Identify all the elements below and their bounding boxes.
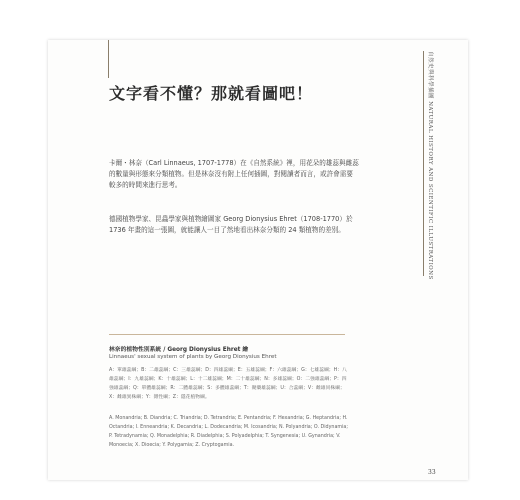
caption-divider — [109, 334, 345, 335]
chapter-side-label: 自然史與科學插圖 NATURAL HISTORY AND SCIENTIFIC ILLUSTRATIONS — [427, 51, 433, 280]
caption-chinese-classes: A：單雄蕊綱；B：二雄蕊綱；C：三雄蕊綱；D：四雄蕊綱；E：五雄蕊綱；F：六雄蕊綱；G：七雄蕊綱；H：八雄蕊綱；I：九雄蕊綱；K：十雄蕊綱；L：十二雄蕊綱；M：二十雄蕊綱；N：多雄蕊綱；O：二強雄蕊綱；P：四強雄蕊綱；Q：單體雄蕊綱；R：二體雄蕊綱；S：多體雄蕊綱；T：聚藥雄蕊綱；U：合蕊綱；V：雌雄同株綱；X：雌雄異株綱；Y：雜性綱；Z：隱花植物綱。 — [109, 368, 347, 400]
caption-title: 林奈的植物性別系統 / Georg Dionysius Ehret 繪 — [109, 347, 249, 353]
top-rule — [108, 40, 109, 78]
page-heading: 文字看不懂？那就看圖吧！ — [109, 84, 314, 103]
caption-subtitle: Linnaeus' sexual system of plants by Georg Dionysius Ehret — [109, 354, 277, 360]
chapter-side-tab — [424, 51, 436, 280]
body-paragraph-2: 德國植物學家、昆蟲學家與植物繪圖家 Georg Dionysius Ehret（1708-1770）於 1736 年畫的這一張圖，就能讓人一目了然地看出林奈分類的 24 類植物的差別。 — [109, 215, 353, 234]
caption-latin-classes: A. Monandria; B. Diandria; C. Triandria; D. Tetrandria; E. Pentandria; F. Hexandria; G. Heptandria; H. Octandria; I. Enneandria; K. Decandria; L. Dodecandria; M. Icosandria; N. Polyandria; O. Didynamia; P. Tetradynamia; Q. Monadelphia; R. Diadelphia; S. Polyadelphia; T. Syngenesia; U. Gynandria; V. Monoecia; X. Dioecia; Y. Polygamia; Z. Cryptogamia. — [109, 416, 348, 448]
body-paragraph-1: 卡爾・林奈（Carl Linnaeus, 1707-1778）在《自然系統》裡，用花朵的雄蕊與雌蕊的數量與形態來分類植物。但是林奈沒有附上任何插圖，對閱讀者而言，或許會需要較多的時間來進行思考。 — [109, 159, 359, 189]
page-number: 33 — [428, 469, 436, 476]
